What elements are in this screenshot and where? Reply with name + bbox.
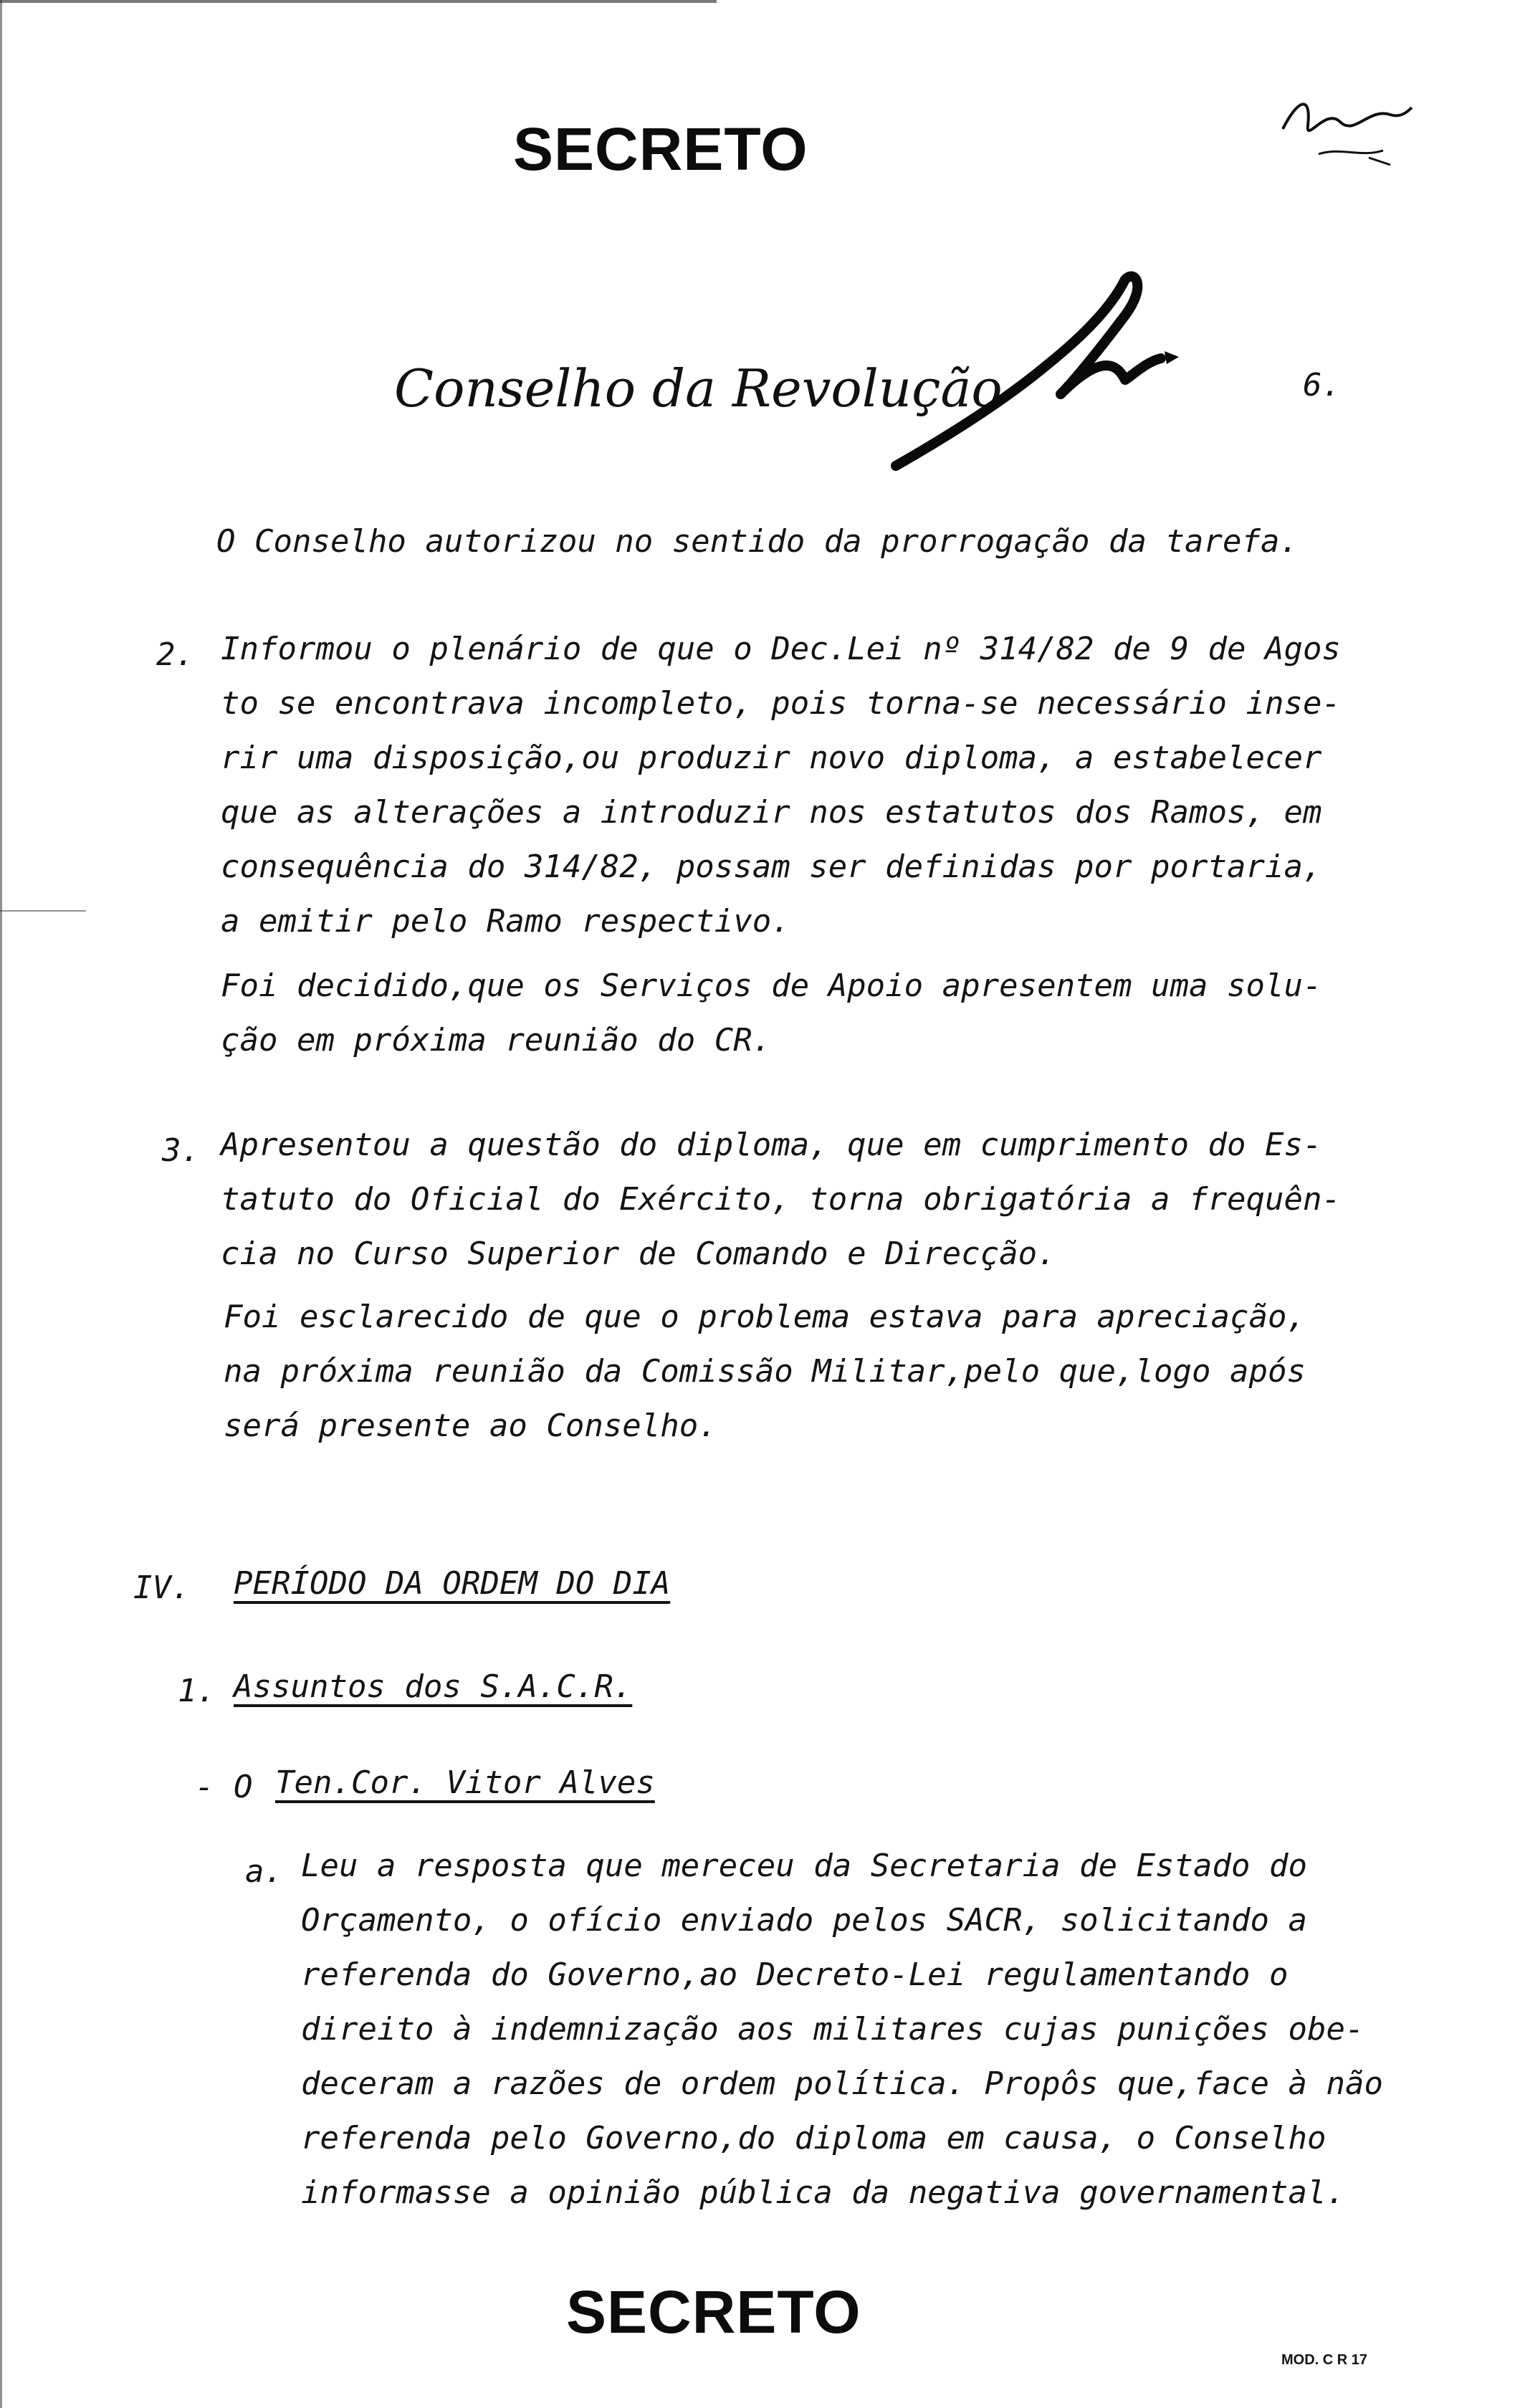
scan-edge-left bbox=[0, 0, 2, 2408]
item-a-line: Leu a resposta que mereceu da Secretaria de Estado do bbox=[301, 1848, 1307, 1884]
item3-line: tatuto do Oficial do Exército, torna obrigatória a frequên- bbox=[221, 1181, 1341, 1218]
clarify-line: será presente ao Conselho. bbox=[224, 1408, 717, 1444]
page-number: 6. bbox=[1303, 367, 1341, 403]
speaker-name: Ten.Cor. Vitor Alves bbox=[275, 1764, 655, 1801]
item2-decision bbox=[221, 959, 1321, 1068]
item3-number: 3. bbox=[162, 1132, 200, 1169]
item-a-letter: a. bbox=[245, 1853, 283, 1890]
scan-edge-top bbox=[0, 0, 717, 3]
item-a-paragraph bbox=[301, 1839, 1383, 2220]
scan-noise bbox=[487, 222, 917, 225]
secreto-stamp-bottom: SECRETO bbox=[566, 2278, 861, 2346]
item2-paragraph bbox=[221, 622, 1341, 949]
item2-line: consequência do 314/82, possam ser definidas por portaria, bbox=[221, 849, 1322, 885]
item-a-line: Orçamento, o ofício enviado pelos SACR, solicitando a bbox=[301, 1902, 1307, 1939]
item-a-line: deceram a razões de ordem política. Propôs que,face à não bbox=[301, 2065, 1383, 2102]
item3-line: Apresentou a questão do diploma, que em cumprimento do Es- bbox=[221, 1127, 1322, 1163]
handwritten-signature bbox=[889, 265, 1190, 480]
item2-line: a emitir pelo Ramo respectivo. bbox=[221, 903, 790, 940]
section-iv-title: PERÍODO DA ORDEM DO DIA bbox=[234, 1565, 671, 1602]
item-a-line: informasse a opinião pública da negativa governamental. bbox=[301, 2174, 1345, 2211]
item-a-line: referenda pelo Governo,do diploma em causa, o Conselho bbox=[301, 2120, 1326, 2156]
scan-mark bbox=[0, 910, 86, 912]
subsection1-number: 1. bbox=[178, 1673, 216, 1709]
item-a-line: direito à indemnização aos militares cujas punições obe- bbox=[301, 2011, 1364, 2048]
item2-line: Informou o plenário de que o Dec.Lei nº 314/82 de 9 de Agos bbox=[221, 631, 1341, 667]
continuation-text: O Conselho autorizou no sentido da prorrogação da tarefa. bbox=[216, 523, 1299, 560]
form-code: MOD. C R 17 bbox=[1281, 2352, 1368, 2368]
item2-line: to se encontrava incompleto, pois torna-se necessário inse- bbox=[221, 685, 1341, 722]
speaker-prefix: O bbox=[234, 1769, 253, 1805]
decision-line: ção em próxima reunião do CR. bbox=[221, 1022, 772, 1059]
decision-line: Foi decidido,que os Serviços de Apoio apresentem uma solu- bbox=[221, 968, 1322, 1004]
item2-number: 2. bbox=[156, 636, 194, 673]
item-a-line: referenda do Governo,ao Decreto-Lei regulamentando o bbox=[301, 1956, 1289, 1993]
subsection1-title: Assuntos dos S.A.C.R. bbox=[234, 1668, 633, 1705]
item3-paragraph bbox=[221, 1118, 1341, 1281]
initials-signature bbox=[1276, 86, 1419, 172]
secreto-stamp-top: SECRETO bbox=[513, 115, 808, 183]
item2-line: rir uma disposição,ou produzir novo diploma, a estabelecer bbox=[221, 740, 1322, 776]
item3-line: cia no Curso Superior de Comando e Direcção. bbox=[221, 1236, 1056, 1272]
item2-line: que as alterações a introduzir nos estatutos dos Ramos, em bbox=[221, 794, 1322, 831]
speaker-dash: - bbox=[195, 1769, 214, 1805]
clarify-line: na próxima reunião da Comissão Militar,pelo que,logo após bbox=[224, 1353, 1306, 1390]
item3-clarification bbox=[224, 1290, 1306, 1453]
letterhead-title: Conselho da Revolução bbox=[394, 358, 1003, 419]
clarify-line: Foi esclarecido de que o problema estava para apreciação, bbox=[224, 1299, 1306, 1335]
section-iv-number: IV. bbox=[133, 1570, 191, 1606]
